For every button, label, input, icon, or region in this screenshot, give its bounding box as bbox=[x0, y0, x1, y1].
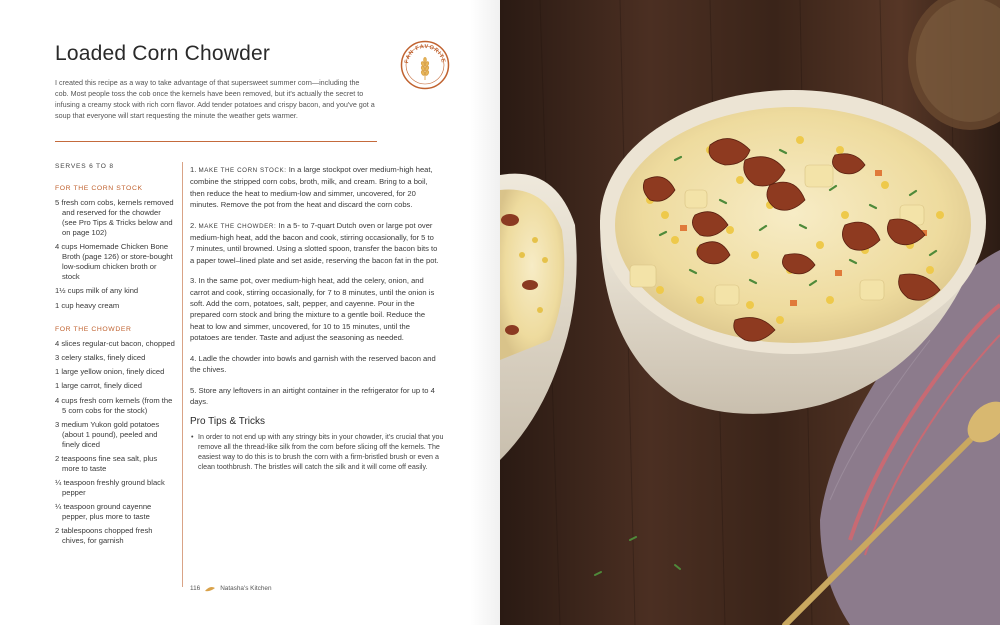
ingredient-item: 2 teaspoons fine sea salt, plus more to taste bbox=[55, 453, 158, 473]
leaf-logo-icon bbox=[204, 586, 216, 592]
chowder-photo bbox=[500, 0, 1000, 625]
step-number: 3. bbox=[190, 276, 197, 286]
step-lead: MAKE THE CORN STOCK: bbox=[198, 167, 287, 174]
step-text: Ladle the chowder into bowls and garnish with the reserved bacon and the chives. bbox=[190, 353, 436, 375]
tips-list bbox=[190, 432, 448, 472]
ingredient-item: 5 fresh corn cobs, kernels removed and reserved for the chowder (see Pro Tips & Tricks below and on page 102) bbox=[55, 198, 174, 237]
chowder-ingredients bbox=[55, 339, 175, 547]
ingredient-item: 1 cup heavy cream bbox=[55, 300, 120, 310]
step-text: In the same pot, over medium-high heat, add the celery, onion, and carrot and cook, stirring occasionally, for 7 to 8 minutes, until the onion is soft. Add the corn, potatoes, salt, pepper, and cayenne. Pour in the prepared corn stock and bring the mixture to a gentle boil. Reduce the heat to low and simmer, uncovered, for 10 to 15 minutes, until the potatoes are tender. Taste and adjust the seasoning as needed. bbox=[190, 276, 435, 343]
book-title: Natasha's Kitchen bbox=[220, 585, 272, 592]
ingredient-item: ¼ teaspoon freshly ground black pepper bbox=[55, 478, 165, 498]
ingredient-item: 4 cups Homemade Chicken Bone Broth (page 126) or store-bought low-sodium chicken broth or stock bbox=[55, 242, 173, 282]
recipe-title: Loaded Corn Chowder bbox=[55, 42, 271, 65]
step-text: Store any leftovers in an airtight container in the refrigerator for up to 4 days. bbox=[190, 385, 435, 406]
page-footer bbox=[190, 585, 272, 592]
fan-favorite-badge bbox=[400, 40, 450, 90]
ingredient-item: 3 celery stalks, finely diced bbox=[55, 352, 146, 362]
corn-stock-heading: FOR THE CORN STOCK bbox=[55, 185, 143, 192]
ingredient-item: ¼ teaspoon ground cayenne pepper, plus more to taste bbox=[55, 502, 152, 522]
ingredient-item: 1 large carrot, finely diced bbox=[55, 381, 142, 391]
step-number: 2. bbox=[190, 220, 197, 230]
corn-stock-ingredients bbox=[55, 198, 175, 311]
step-text: In a 5- to 7-quart Dutch oven or large pot over medium-high heat, add the bacon and cook, stirring occasionally, for 5 to 7 minutes, until browned. Using a slotted spoon, transfer the bacon bits to a paper towel–lined plate and set aside, reserving the bacon fat in the pot. bbox=[190, 220, 439, 265]
step-number: 5. bbox=[190, 385, 197, 395]
serves-label: SERVES 6 TO 8 bbox=[55, 163, 114, 170]
tips-heading: Pro Tips & Tricks bbox=[190, 416, 266, 428]
step-text: In a large stockpot over medium-high heat, combine the stripped corn cobs, broth, milk, and cream. Bring to a boil, then reduce the heat to medium-low and simmer, uncovered, for 20 minutes. Remove the pot from the heat and discard the corn cobs. bbox=[190, 165, 433, 210]
ingredient-item: 1 large yellow onion, finely diced bbox=[55, 367, 165, 377]
step-number: 1. bbox=[190, 165, 197, 174]
step-2 bbox=[190, 220, 440, 267]
directions-column bbox=[190, 164, 444, 472]
step-1 bbox=[190, 164, 440, 211]
step-number: 4. bbox=[190, 353, 197, 363]
photo-page bbox=[500, 0, 1000, 625]
page-number: 116 bbox=[190, 585, 201, 592]
recipe-intro: I created this recipe as a way to take advantage of that supersweet summer corn—including the cob. Most people toss the cob once the kernels have been removed, but it's actually the secret to infusing a creamy stock with rich corn flavor. Add tender potatoes and crispy bacon, and you've got a soup that everyone will start requesting the minute the weather gets warmer. bbox=[55, 78, 375, 120]
step-5 bbox=[190, 385, 440, 408]
step-3 bbox=[190, 275, 440, 343]
badge-text: FAN FAVORITE bbox=[404, 43, 446, 64]
ingredient-item: 4 slices regular-cut bacon, chopped bbox=[55, 338, 175, 348]
chowder-heading: FOR THE CHOWDER bbox=[55, 325, 132, 333]
step-lead: MAKE THE CHOWDER: bbox=[198, 222, 277, 230]
header-divider bbox=[55, 141, 377, 142]
column-divider bbox=[182, 162, 183, 587]
tip-item: • In order to not end up with any stringy bits in your chowder, it's crucial that you remove all the thread-like silk from the corn before slicing off the kernels. The easiest way to do this is to brush the corn with a firm-bristled brush or even a clean toothbrush. The bristles will catch the silk and it will come off easily. bbox=[198, 432, 448, 472]
step-4 bbox=[190, 353, 440, 376]
ingredient-item: 3 medium Yukon gold potatoes (about 1 pound), peeled and finely diced bbox=[55, 419, 160, 449]
page-gutter-shadow bbox=[470, 0, 500, 625]
ingredients-column bbox=[55, 162, 175, 551]
ingredient-item: 1½ cups milk of any kind bbox=[55, 286, 139, 296]
ingredient-item: 4 cups fresh corn kernels (from the 5 corn cobs for the stock) bbox=[55, 395, 173, 415]
ingredient-item: 2 tablespoons chopped fresh chives, for garnish bbox=[55, 526, 153, 546]
